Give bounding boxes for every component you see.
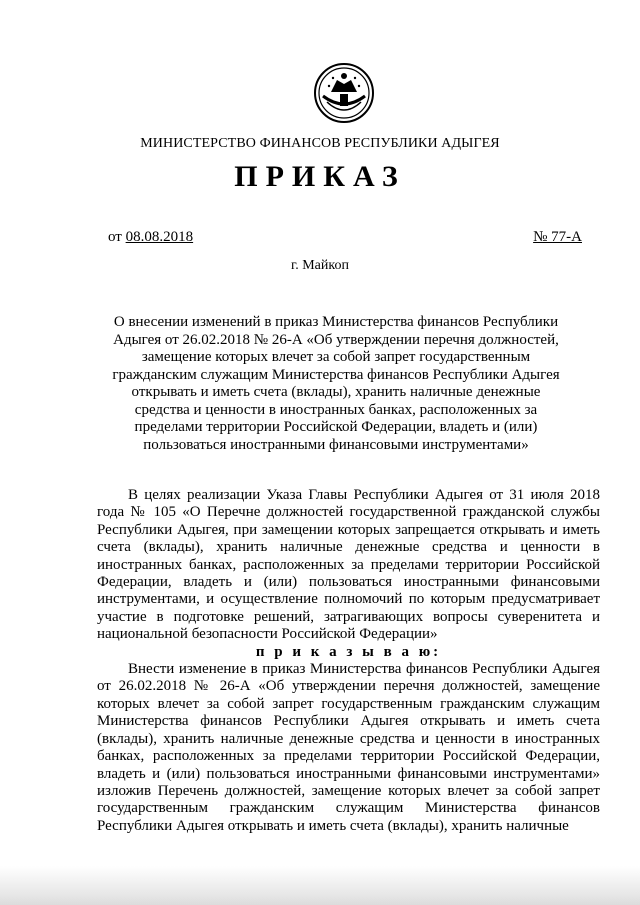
ministry-name: МИНИСТЕРСТВО ФИНАНСОВ РЕСПУБЛИКИ АДЫГЕЯ	[140, 136, 500, 151]
date-value: 08.08.2018	[125, 229, 194, 245]
page-title: ПРИКАЗ	[234, 160, 406, 193]
page-bottom-shadow	[0, 866, 640, 905]
order-date	[108, 229, 193, 246]
date-prefix: от	[108, 229, 122, 245]
order-subject: О внесении изменений в приказ Министерства финансов Республики Адыгея от 26.02.2018 № 26-А «Об утверждении перечня должностей, замещение которых влечет за собой запрет государственным гражданским служащим Министерства финансов Республики Адыгея открывать и иметь счета (вклады), хранить наличные денежные средства и ценности в иностранных банках, расположенных за пределами территории Российской Федерации, владеть и (или) пользоваться иностранными финансовыми инструментами»	[112, 314, 560, 453]
order-word: п р и к а з ы в а ю:	[255, 643, 442, 660]
city: г. Майкоп	[291, 258, 349, 273]
order-number-value: № 77-А	[533, 229, 582, 245]
order-body	[97, 487, 600, 835]
preamble-paragraph: В целях реализации Указа Главы Республики Адыгея от 31 июля 2018 года № 105 «О Перечне должностей государственной гражданской службы Республики Адыгея, при замещении которых запрещается открывать и иметь счета (вклады), хранить наличные денежные средства и ценности в иностранных банках, расположенных за пределами территории Российской Федерации, владеть и (или) пользоваться иностранными финансовыми инструментами, и осуществление полномочий по которым предусматривает участие в подготовке решений, затрагивающих вопросы суверенитета и национальной безопасности Российской Федерации»	[97, 487, 600, 643]
body-paragraph: Внести изменение в приказ Министерства финансов Республики Адыгея от 26.02.2018 № 26-А «Об утверждении перечня должностей, замещение которых влечет за собой запрет государственным гражданским служащим Министерства финансов Республики Адыгея открывать и иметь счета (вклады), хранить наличные денежные средства и ценности в иностранных банках, расположенных за пределами территории Российской Федерации, владеть и (или) пользоваться иностранными финансовыми инструментами» изложив Перечень должностей, замещение которых влечет за собой запрет государственным гражданским служащим Министерства финансов Республики Адыгея открывать и иметь счета (вклады), хранить наличные	[97, 661, 600, 834]
coat-of-arms-icon	[313, 62, 375, 124]
order-number	[533, 229, 582, 246]
